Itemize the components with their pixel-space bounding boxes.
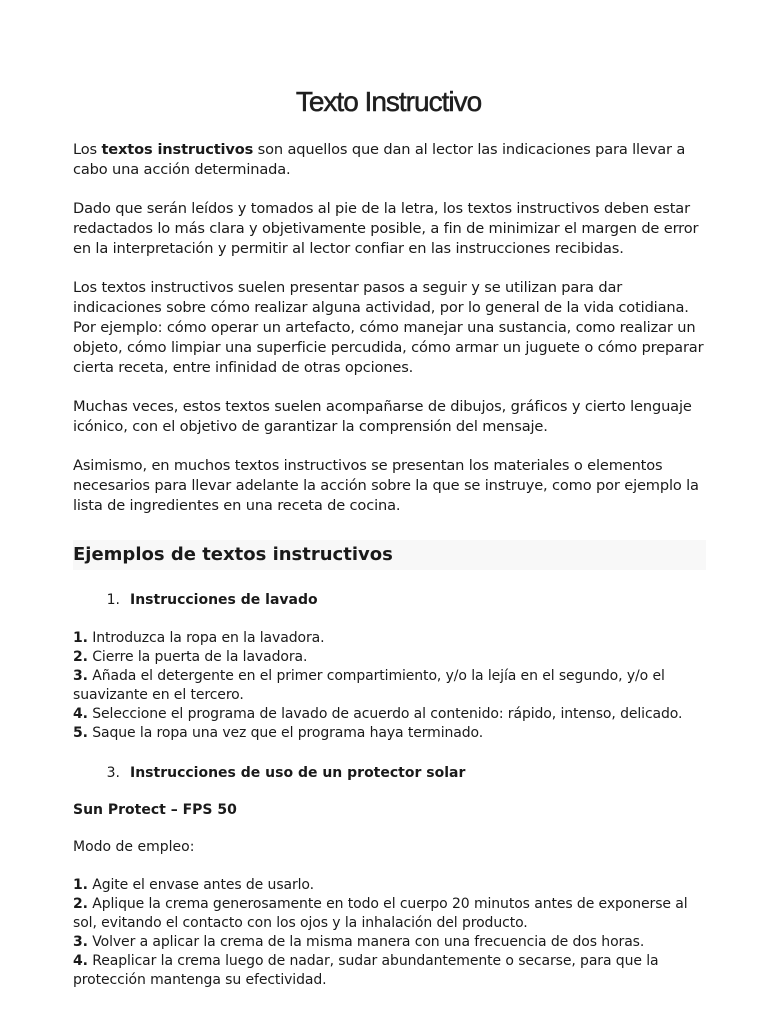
intro-p1-prefix: Los [73, 141, 102, 158]
step-text: Añada el detergente en el primer compartimiento, y/o la lejía en el segundo, y/o el suavizante en el tercero. [73, 668, 665, 703]
step-number: 4. [73, 706, 88, 722]
example-1-heading [73, 590, 704, 610]
step-text: Cierre la puerta de la lavadora. [87, 649, 308, 665]
step-item [73, 629, 704, 648]
example-2-label: Instrucciones de uso de un protector solar [130, 765, 466, 781]
step-number: 4. [73, 953, 88, 969]
step-text: Reaplicar la crema luego de nadar, sudar abundantemente o secarse, para que la protección mantenga su efectividad. [73, 953, 659, 988]
step-item [73, 667, 704, 705]
step-text: Agite el envase antes de usarlo. [87, 877, 315, 893]
step-text: Seleccione el programa de lavado de acuerdo al contenido: rápido, intenso, delicado. [87, 706, 683, 722]
step-item [73, 876, 704, 895]
step-text: Saque la ropa una vez que el programa haya terminado. [87, 725, 484, 741]
step-item [73, 724, 704, 743]
product-name: Sun Protect – FPS 50 [73, 802, 237, 818]
step-number: 5. [73, 725, 88, 741]
step-item [73, 895, 704, 933]
step-number: 1. [73, 630, 88, 646]
step-text: Aplique la crema generosamente en todo el cuerpo 20 minutos antes de exponerse al sol, evitando el contacto con los ojos y la inhalación del producto. [73, 896, 688, 931]
step-number: 2. [73, 649, 88, 665]
step-text: Introduzca la ropa en la lavadora. [87, 630, 325, 646]
usage-mode-label: Modo de empleo: [73, 839, 195, 855]
intro-paragraph-2: Dado que serán leídos y tomados al pie de la letra, los textos instructivos deben estar redactados lo más clara y objetivamente posible, a fin de minimizar el margen de error en la interpretación y permitir al lector confiar en las instrucciones recibidas. [73, 200, 699, 257]
step-number: 1. [73, 877, 88, 893]
step-item [73, 705, 704, 724]
step-number: 3. [73, 934, 88, 950]
example-1-number: 1. [106, 592, 120, 608]
intro-paragraph-3: Los textos instructivos suelen presentar pasos a seguir y se utilizan para dar indicaciones sobre cómo realizar alguna actividad, por lo general de la vida cotidiana. Por ejemplo: cómo operar un artefacto, cómo manejar una sustancia, como realizar un objeto, cómo limpiar una superficie percudida, cómo armar un juguete o cómo preparar cierta receta, entre infinidad de otras opciones. [73, 279, 704, 376]
example-1-steps [73, 629, 704, 743]
intro-paragraph-1 [73, 140, 704, 180]
step-item [73, 952, 704, 990]
example-2-number: 3. [106, 765, 120, 781]
intro-p1-bold: textos instructivos [101, 141, 254, 158]
step-number: 2. [73, 896, 88, 912]
intro-p1-suffix: son aquellos que dan al lector las indicaciones para llevar a cabo una acción determinada. [73, 141, 686, 178]
step-item [73, 648, 704, 667]
page-title: Texto Instructivo [295, 86, 482, 117]
step-item [73, 933, 704, 952]
example-1-label: Instrucciones de lavado [130, 592, 318, 608]
intro-paragraph-4: Muchas veces, estos textos suelen acompañarse de dibujos, gráficos y cierto lenguaje icónico, con el objetivo de garantizar la comprensión del mensaje. [73, 398, 692, 435]
example-2-heading [73, 763, 704, 783]
intro-paragraph-5: Asimismo, en muchos textos instructivos se presentan los materiales o elementos necesarios para llevar adelante la acción sobre la que se instruye, como por ejemplo la lista de ingredientes en una receta de cocina. [73, 457, 699, 514]
step-number: 3. [73, 668, 88, 684]
example-2-steps [73, 876, 704, 990]
examples-heading: Ejemplos de textos instructivos [73, 540, 706, 570]
step-text: Volver a aplicar la crema de la misma manera con una frecuencia de dos horas. [87, 934, 645, 950]
